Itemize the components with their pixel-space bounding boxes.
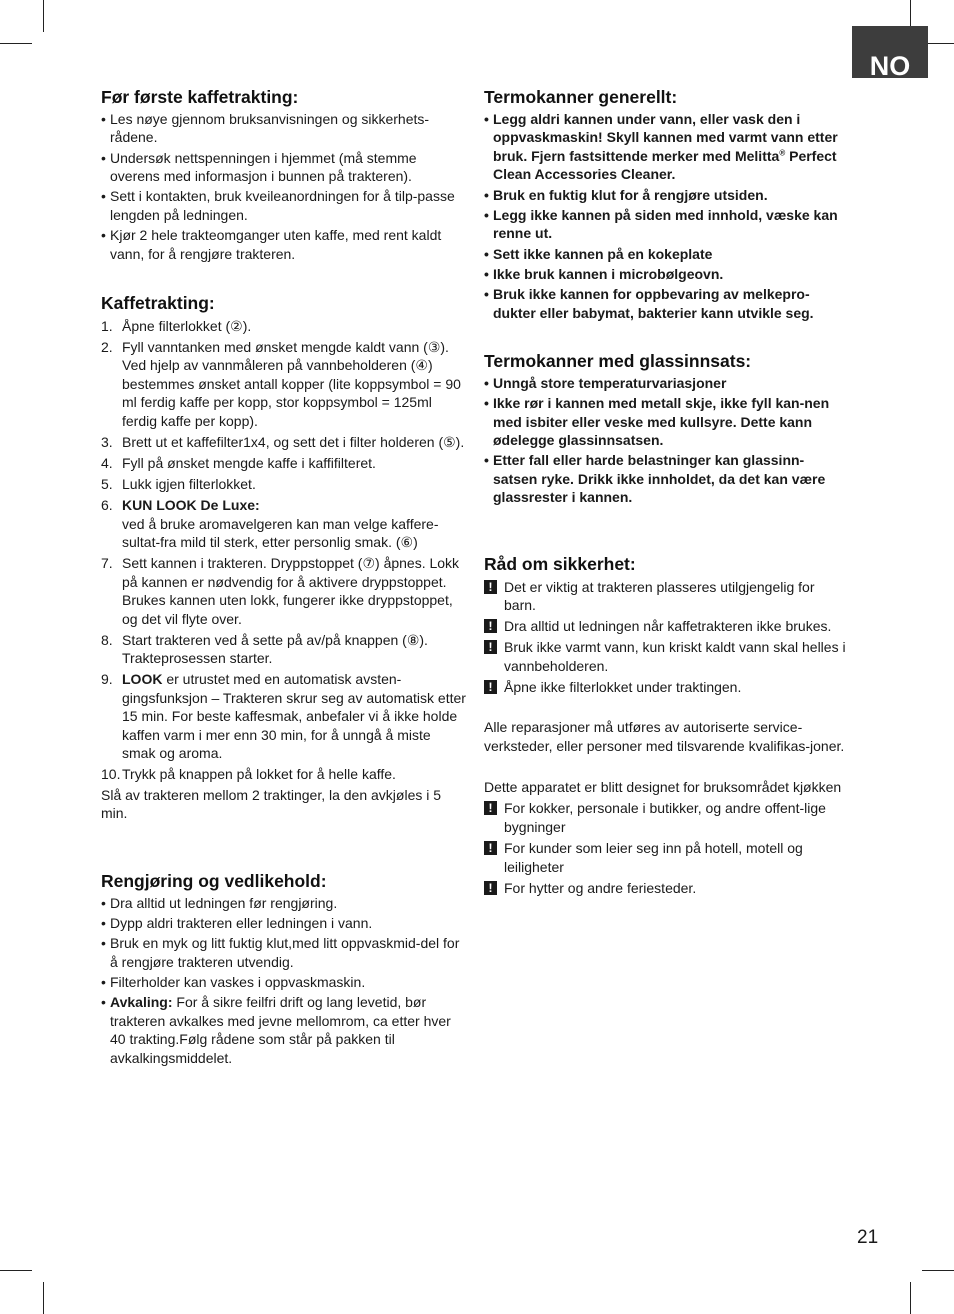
warning-icon: ! (484, 580, 497, 594)
warning-item (484, 678, 846, 697)
page-number: 21 (857, 1227, 879, 1248)
section-brewing (101, 292, 467, 823)
warning-icon: ! (484, 680, 497, 694)
section-thermos-general (484, 86, 846, 322)
item-text: Legg aldri kannen under vann, eller vask den i oppvaskmaskin! Skyll kannen med varmt vann etter bruk. Fjern fastsittende merker med Melitta (493, 110, 838, 164)
warning-icon: ! (484, 619, 497, 633)
step-emphasis: KUN LOOK De Luxe: (122, 497, 260, 514)
section-before-first-use (101, 86, 467, 263)
list-item: • Sett ikke kannen på en kokeplate (484, 245, 846, 264)
step-text: Lukk igjen filterlokket. (122, 475, 256, 492)
list-item (484, 110, 846, 184)
crop-mark (43, 0, 44, 32)
step-number: 4. (101, 454, 113, 471)
crop-mark (0, 43, 32, 44)
warning-list (484, 799, 846, 897)
language-tab: NO (852, 26, 928, 78)
list-item (101, 454, 467, 473)
warning-icon: ! (484, 881, 497, 895)
warning-list (484, 578, 846, 697)
registered-mark: ® (779, 148, 786, 158)
section-title: Termokanner med glassinnsats: (484, 351, 752, 371)
warning-item (484, 879, 846, 898)
list-item (101, 317, 467, 336)
list-item: • Bruk en fuktig klut for å rengjøre utsiden. (484, 186, 846, 205)
crop-mark (0, 1270, 32, 1271)
bullet-list (484, 110, 846, 322)
list-item (101, 338, 467, 431)
warning-item (484, 799, 846, 836)
step-text: Brett ut et kaffefilter1x4, og sett det i filter holderen (⑤). (122, 433, 465, 450)
warning-item (484, 578, 846, 615)
section-thermos-glass (484, 350, 846, 507)
crop-mark (922, 1270, 954, 1271)
list-item (101, 765, 467, 784)
step-text: Sett kannen i trakteren. Dryppstoppet (⑦) åpnes. Lokk på kannen er nødvendig for å aktivere dryppstoppet. Brukes kannen uten lokk, fungerer ikke dryppstoppet, og det vil flyte over. (122, 555, 460, 627)
warning-text: Åpne ikke filterlokket under traktingen. (504, 678, 742, 695)
descale-text: For å sikre feilfri drift og lang levetid, bør trakteren avkalkes med jevne mellomrom, ca etter hver 40 trakting.Følg rådene som står på pakken til avkalkingsmiddelet. (110, 994, 451, 1066)
step-text: er utrustet med en automatisk avsten-gingsfunksjon – Trakteren skrur seg av automatisk etter 15 min. For beste kaffesmak, anbefaler vi å ikke holde kaffen varm i mer enn 30 min, for å unngå å miste smak og aroma. (122, 671, 466, 762)
warning-item (484, 839, 846, 876)
step-text: ved å bruke aromavelgeren kan man velge kaffere-sultat-fra mild til sterk, etter personlig smak. (⑥) (122, 515, 439, 551)
step-number: 6. (101, 497, 113, 514)
section-title: Råd om sikkerhet: (484, 554, 636, 574)
list-item: • Bruk en myk og litt fuktig klut,med litt oppvaskmid-del for å rengjøre trakteren utvendig. (101, 934, 467, 971)
step-text: Åpne filterlokket (②). (122, 317, 252, 334)
warning-item (484, 638, 846, 675)
warning-item (484, 617, 846, 636)
section-safety (484, 553, 846, 897)
crop-mark (910, 1282, 911, 1314)
list-item: • Dypp aldri trakteren eller ledningen i vann. (101, 914, 467, 933)
list-item: • Undersøk nettspenningen i hjemmet (må stemme overens med informasjon i bunnen på trakteren). (101, 149, 467, 186)
step-number: 10. (101, 766, 121, 783)
warning-icon: ! (484, 640, 497, 654)
warning-text: Bruk ikke varmt vann, kun kriskt kaldt vann skal helles i vannbeholderen. (504, 639, 846, 674)
step-number: 9. (101, 671, 113, 688)
list-item: • Ikke rør i kannen med metall skje, ikke fyll kan-nen med isbiter eller veske med kullsyre. Dette kann ødelegge glassinnsatsen. (484, 394, 846, 450)
warning-text: Dra alltid ut ledningen når kaffetrakteren ikke brukes. (504, 618, 832, 635)
step-text: Start trakteren ved å sette på av/på knappen (⑧). Trakteprosessen starter. (122, 631, 428, 667)
section-cleaning (101, 870, 467, 1067)
step-text: Fyll på ønsket mengde kaffe i kaffifilteret. (122, 454, 376, 471)
bullet-list (101, 894, 467, 1068)
bullet-list (101, 110, 467, 263)
warning-icon: ! (484, 841, 497, 855)
section-title: Kaffetrakting: (101, 293, 215, 313)
step-number: 2. (101, 338, 113, 355)
warning-text: For kokker, personale i butikker, og andre offent-lige bygninger (504, 800, 826, 835)
section-title: Før første kaffetrakting: (101, 87, 299, 107)
section-title: Termokanner generellt: (484, 87, 678, 107)
list-item (101, 554, 467, 628)
list-item: • Etter fall eller harde belastninger kan glassinn-satsen ryke. Drikk ikke innholdet, da det kan være glassrester i kannen. (484, 451, 846, 507)
list-item (101, 496, 467, 552)
warning-text: Det er viktig at trakteren plasseres utilgjengelig for barn. (504, 578, 815, 614)
step-text: Fyll vanntanken med ønsket mengde kaldt vann (③). Ved hjelp av vannmåleren på vannbeholderen (④) bestemmes ønsket antall kopper (lite koppsymbol = 90 ml ferdig kaffe per kopp, stor koppsymbol = 125ml ferdig kaffe per kopp). (122, 338, 461, 429)
list-item (101, 475, 467, 494)
list-item: • Sett i kontakten, bruk kveileanordningen for å tilp-passe lengden på ledningen. (101, 187, 467, 224)
warning-icon: ! (484, 801, 497, 815)
step-number: 1. (101, 317, 113, 334)
warning-text: For hytter og andre feriesteder. (504, 879, 697, 896)
step-number: 8. (101, 631, 113, 648)
list-item: • Dra alltid ut ledningen før rengjøring. (101, 894, 467, 913)
list-item: • Bruk ikke kannen for oppbevaring av melkepro-dukter eller babymat, bakterier kann utvikle seg. (484, 285, 846, 322)
list-item (101, 433, 467, 452)
list-item (101, 993, 467, 1067)
warning-text: For kunder som leier seg inn på hotell, motell og leiligheter (504, 840, 803, 875)
list-item: • Filterholder kan vaskes i oppvaskmaskin. (101, 973, 467, 992)
step-number: 3. (101, 433, 113, 450)
brewing-note: Slå av trakteren mellom 2 traktinger, la den avkjøles i 5 min. (101, 786, 442, 822)
bullet-list (484, 374, 846, 507)
list-item: • Legg ikke kannen på siden med innhold, væske kan renne ut. (484, 206, 846, 243)
list-item (101, 631, 467, 668)
step-text: Trykk på knappen på lokket for å helle kaffe. (122, 766, 396, 783)
item-text: Perfect Clean Accessories Cleaner. (493, 147, 837, 183)
list-item: • Ikke bruk kannen i microbølgeovn. (484, 265, 846, 284)
section-title: Rengjøring og vedlikehold: (101, 871, 327, 891)
descale-label: Avkaling: (110, 994, 173, 1011)
list-item: • Kjør 2 hele trakteomganger uten kaffe, med rent kaldt vann, for å rengjøre trakteren. (101, 226, 467, 263)
step-number: 7. (101, 555, 113, 572)
step-list (101, 317, 467, 784)
intended-use-paragraph: Dette apparatet er blitt designet for bruksområdet kjøkken (484, 779, 842, 796)
list-item: • Les nøye gjennom bruksanvisningen og sikkerhets-rådene. (101, 110, 467, 147)
list-item: • Unngå store temperaturvariasjoner (484, 374, 846, 393)
repairs-paragraph: Alle reparasjoner må utføres av autoriserte service-verksteder, eller personer med tilsvarende kvalifikas-joner. (484, 719, 845, 754)
step-emphasis: LOOK (122, 671, 163, 688)
step-number: 5. (101, 475, 113, 492)
crop-mark (43, 1282, 44, 1314)
list-item (101, 670, 467, 763)
